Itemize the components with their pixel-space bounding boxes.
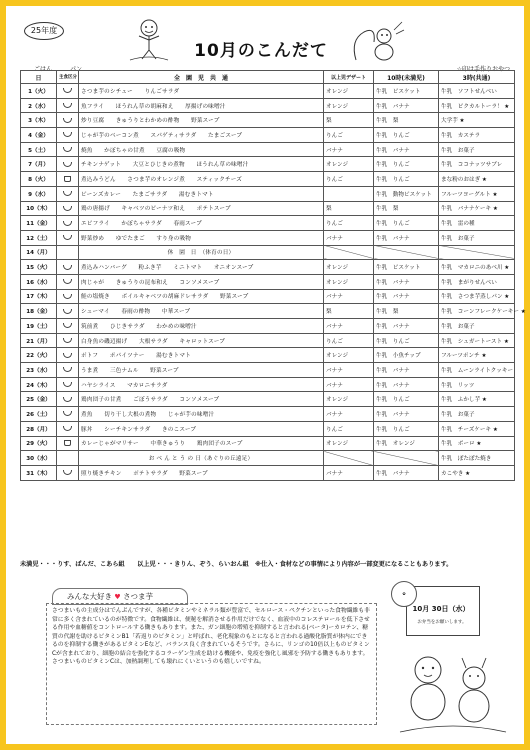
row-ten-oclock: 牛乳 バナナ	[374, 289, 439, 304]
row-day: 14（月）	[21, 245, 57, 260]
row-staple	[57, 98, 79, 113]
row-three-oclock	[439, 245, 515, 260]
rice-bowl-icon	[63, 132, 72, 137]
table-row	[21, 128, 515, 143]
row-staple	[57, 230, 79, 245]
table-row	[21, 172, 515, 187]
row-ten-oclock: 牛乳 りんご	[374, 333, 439, 348]
table-row	[21, 230, 515, 245]
row-staple	[57, 201, 79, 216]
row-dessert: 梨	[324, 304, 374, 319]
table-row	[21, 392, 515, 407]
row-staple	[57, 377, 79, 392]
row-day: 23（水）	[21, 363, 57, 378]
row-staple	[57, 113, 79, 128]
row-ten-oclock: 牛乳 小魚チップ	[374, 348, 439, 363]
row-day: 11（金）	[21, 216, 57, 231]
table-row	[21, 319, 515, 334]
row-staple	[57, 465, 79, 480]
row-ten-oclock: 牛乳 りんご	[374, 216, 439, 231]
row-three-oclock: 牛乳 お菓子	[439, 142, 515, 157]
row-staple	[57, 348, 79, 363]
rice-bowl-icon	[63, 162, 72, 167]
row-dessert: 梨	[324, 113, 374, 128]
row-ten-oclock: 牛乳 りんご	[374, 157, 439, 172]
row-day: 30（水）	[21, 451, 57, 466]
row-common-menu: エビフライ かぼちゃサラダ 春雨スープ	[79, 216, 324, 231]
squirrel-illustration	[346, 20, 406, 64]
info-tab-label: みんな大好き	[67, 592, 112, 601]
row-day: 7（月）	[21, 157, 57, 172]
row-ten-oclock: 牛乳 バナナ	[374, 319, 439, 334]
rice-bowl-icon	[63, 382, 72, 387]
table-row	[21, 407, 515, 422]
rice-bowl-icon	[63, 411, 72, 416]
row-three-oclock: 牛乳 バナナケーキ ★	[439, 201, 515, 216]
row-staple	[57, 319, 79, 334]
row-common-menu: 焼魚 かぼちゃの甘煮 豆腐の吸物	[79, 142, 324, 157]
rice-bowl-icon	[63, 470, 72, 475]
row-ten-oclock: 牛乳 バナナ	[374, 230, 439, 245]
lunchbox-date: 10月 30日（水）	[412, 605, 470, 613]
row-dessert: オレンジ	[324, 436, 374, 451]
row-common-menu: お べ ん と う の 日（あぐりの丘遠足）	[79, 451, 324, 466]
lunchbox-day-box	[406, 586, 480, 636]
row-dessert: バナナ	[324, 289, 374, 304]
animals-illustration	[398, 640, 508, 736]
row-day: 5（土）	[21, 142, 57, 157]
rice-bowl-icon	[63, 426, 72, 431]
row-three-oclock: 牛乳 さつま芋蒸しパン ★	[439, 289, 515, 304]
row-staple	[57, 186, 79, 201]
row-common-menu: 照り焼きチキン ポテトサラダ 野菜スープ	[79, 465, 324, 480]
row-ten-oclock: 牛乳 梨	[374, 201, 439, 216]
row-ten-oclock: 牛乳 ビスケット	[374, 260, 439, 275]
row-staple	[57, 407, 79, 422]
row-staple	[57, 289, 79, 304]
row-three-oclock: 牛乳 お菓子	[439, 319, 515, 334]
rice-bowl-icon	[63, 294, 72, 299]
row-staple	[57, 260, 79, 275]
table-row	[21, 201, 515, 216]
row-common-menu: 煮魚 切り干し大根の煮物 じゃが芋の味噌汁	[79, 407, 324, 422]
row-staple	[57, 216, 79, 231]
row-staple	[57, 304, 79, 319]
table-row	[21, 142, 515, 157]
row-dessert	[324, 186, 374, 201]
row-day: 18（金）	[21, 304, 57, 319]
info-tab-topic: さつま芋	[123, 592, 154, 601]
row-ten-oclock: 牛乳 バナナ	[374, 363, 439, 378]
header-dessert: 以上児デザート	[324, 71, 374, 84]
row-day: 24（木）	[21, 377, 57, 392]
row-common-menu: 豚丼 シーチキンサラダ きのこスープ	[79, 421, 324, 436]
row-ten-oclock	[374, 451, 439, 466]
row-three-oclock: 大学芋 ★	[439, 113, 515, 128]
rice-bowl-icon	[63, 88, 72, 93]
row-dessert: オレンジ	[324, 98, 374, 113]
kindergarten-seal-icon: ✿	[391, 581, 417, 607]
row-three-oclock: 牛乳 マカロニのあべ川 ★	[439, 260, 515, 275]
table-row	[21, 260, 515, 275]
kids-playing-illustration	[126, 16, 172, 62]
row-three-oclock: 牛乳 雷の種	[439, 216, 515, 231]
row-day: 8（火）	[21, 172, 57, 187]
row-ten-oclock: 牛乳 バナナ	[374, 377, 439, 392]
bread-cup-icon	[64, 176, 71, 182]
row-staple	[57, 245, 79, 260]
row-dessert: りんご	[324, 333, 374, 348]
row-ten-oclock: 牛乳 りんご	[374, 128, 439, 143]
row-day: 22（火）	[21, 348, 57, 363]
table-row	[21, 348, 515, 363]
bread-cup-icon	[64, 440, 71, 446]
row-common-menu: 鶏の唐揚げ キャベツのピーナツ和え ポテトスープ	[79, 201, 324, 216]
row-ten-oclock: 牛乳 りんご	[374, 421, 439, 436]
row-three-oclock: 牛乳 カステラ	[439, 128, 515, 143]
row-dessert	[324, 451, 374, 466]
row-dessert: オレンジ	[324, 392, 374, 407]
row-staple	[57, 451, 79, 466]
row-dessert: バナナ	[324, 377, 374, 392]
row-common-menu: じゃが芋のベーコン煮 スパゲティサラダ たまごスープ	[79, 128, 324, 143]
header-staple: 主食区分	[57, 71, 79, 84]
row-three-oclock: フルーツポンチ ★	[439, 348, 515, 363]
row-dessert: バナナ	[324, 142, 374, 157]
rice-bowl-icon	[63, 191, 72, 196]
rice-bowl-icon	[63, 309, 72, 314]
header-day: 日	[21, 71, 57, 84]
row-ten-oclock: 牛乳 バナナ	[374, 142, 439, 157]
row-common-menu: 煮込みうどん さつま芋のオレンジ煮 スティックチーズ	[79, 172, 324, 187]
row-ten-oclock: 牛乳 動物ビスケット	[374, 186, 439, 201]
row-three-oclock: フルーツヨーグルト ★	[439, 186, 515, 201]
row-staple	[57, 142, 79, 157]
row-staple	[57, 157, 79, 172]
row-common-menu: 魚フライ ほうれん草の胡麻和え 厚揚げの味噌汁	[79, 98, 324, 113]
row-three-oclock: 牛乳 シュガートースト ★	[439, 333, 515, 348]
row-ten-oclock: 牛乳 オレンジ	[374, 436, 439, 451]
row-staple	[57, 421, 79, 436]
rice-bowl-icon	[63, 265, 72, 270]
rice-bowl-icon	[63, 206, 72, 211]
row-staple	[57, 274, 79, 289]
row-day: 29（火）	[21, 436, 57, 451]
row-three-oclock: 牛乳 ボーロ ★	[439, 436, 515, 451]
row-day: 9（水）	[21, 186, 57, 201]
row-staple	[57, 392, 79, 407]
row-three-oclock: 牛乳 ソフトせんべい	[439, 84, 515, 99]
row-three-oclock: 牛乳 ココナッツサブレ	[439, 157, 515, 172]
table-row	[21, 113, 515, 128]
table-row	[21, 377, 515, 392]
row-common-menu: 野菜炒め ゆでたまご すり身の吸物	[79, 230, 324, 245]
row-staple	[57, 333, 79, 348]
row-three-oclock: 牛乳 お菓子	[439, 407, 515, 422]
row-day: 26（土）	[21, 407, 57, 422]
row-staple	[57, 128, 79, 143]
row-common-menu: カレーじゃがマリサー 中華きゅうり 鶏肉団子のスープ	[79, 436, 324, 451]
row-day: 2（水）	[21, 98, 57, 113]
row-three-oclock: 牛乳 ムーンライトクッキー	[439, 363, 515, 378]
row-ten-oclock: 牛乳 バナナ	[374, 274, 439, 289]
row-dessert: 梨	[324, 201, 374, 216]
row-common-menu: 休 園 日 （体育の日）	[79, 245, 324, 260]
row-common-menu: チキンナゲット 大豆とひじきの煮物 ほうれん草の味噌汁	[79, 157, 324, 172]
table-row	[21, 363, 515, 378]
page-title: 10月のこんだて	[194, 41, 328, 61]
row-common-menu: ポトフ ポパイツナー 湯むきトマト	[79, 348, 324, 363]
header-common: 全 園 児 共 通	[79, 71, 324, 84]
rice-bowl-icon	[63, 367, 72, 372]
row-ten-oclock	[374, 245, 439, 260]
header-ten-oclock: 10時(未満児)	[374, 71, 439, 84]
row-dessert: オレンジ	[324, 348, 374, 363]
row-staple	[57, 363, 79, 378]
row-ten-oclock: 牛乳 バナナ	[374, 407, 439, 422]
row-ten-oclock: 牛乳 りんご	[374, 392, 439, 407]
row-day: 1（火）	[21, 84, 57, 99]
homemade-snack-note: ☆印は手作りおやつ	[456, 66, 510, 73]
row-common-menu: ビーンズカレー たまごサラダ 湯むきトマト	[79, 186, 324, 201]
row-staple	[57, 172, 79, 187]
row-three-oclock: まな粉のおはぎ ★	[439, 172, 515, 187]
table-row	[21, 216, 515, 231]
row-three-oclock: 牛乳 まがりせんべい	[439, 274, 515, 289]
rice-bowl-icon	[63, 353, 72, 358]
staple-legend: ごはん パン	[34, 66, 83, 73]
row-day: 4（金）	[21, 128, 57, 143]
row-common-menu: 煮込みハンバーグ 粉ふき芋 ミニトマト オニオンスープ	[79, 260, 324, 275]
row-dessert: りんご	[324, 421, 374, 436]
row-dessert: バナナ	[324, 363, 374, 378]
rice-bowl-icon	[63, 338, 72, 343]
row-common-menu: 白身魚の磯辺揚げ 大根サラダ キャロットスープ	[79, 333, 324, 348]
table-row	[21, 465, 515, 480]
rice-bowl-icon	[63, 279, 72, 284]
rice-bowl-icon	[63, 221, 72, 226]
heart-icon: ♥	[114, 593, 121, 601]
table-row	[21, 84, 515, 99]
rice-bowl-icon	[63, 118, 72, 123]
row-common-menu: 鮭の塩焼き ボイルキャベツの胡麻ドレサラダ 野菜スープ	[79, 289, 324, 304]
row-dessert: オレンジ	[324, 84, 374, 99]
row-day: 19（土）	[21, 319, 57, 334]
table-row	[21, 421, 515, 436]
row-day: 28（月）	[21, 421, 57, 436]
table-row	[21, 451, 515, 466]
row-dessert: りんご	[324, 172, 374, 187]
table-row	[21, 157, 515, 172]
row-staple	[57, 436, 79, 451]
rice-bowl-icon	[63, 235, 72, 240]
rice-bowl-icon	[63, 323, 72, 328]
table-row	[21, 245, 515, 260]
menu-sheet	[6, 6, 524, 744]
row-common-menu: 鶏肉団子の甘煮 ごぼうサラダ コンソメスープ	[79, 392, 324, 407]
lunchbox-request: お弁当をお願いします。	[417, 620, 467, 625]
row-three-oclock: 牛乳 お菓子	[439, 230, 515, 245]
table-row	[21, 186, 515, 201]
info-text: さつまいもの主成分はでんぷんですが、各種ビタミンやミネラル類が豊富で、セルロース・ペクチンといった食物繊維も非常に多く含まれているのが特徴です。食物繊維は、便秘を解消させる作用だけでなく、血液中のコレステロールを低下させる作用や血糖値をコントロールする働きもあります。また、ガン細胞の増殖を抑制すると言われる(ベータ)ーカロテン、糖質の代謝を助けるビタミンB1「若返りのビタミン」と呼ばれ、老化現象のもとになると言われる過酸化脂質が体内にできるのを抑制する働きがあるビタミンEなど、バランス良く含まれているそうです。さらに、リンゴの10倍以上ものビタミンCが含まれており、細胞の結合を強化するコラーゲン生成を助ける機能や、免疫を強化し風邪を予防する働きもあります。さつまいものビタミンCは、加熱調理しても壊れにくいというのも嬉しいですね。	[52, 608, 370, 665]
row-dessert: バナナ	[324, 407, 374, 422]
row-common-menu: うま煮 三色ナムル 野菜スープ	[79, 363, 324, 378]
row-ten-oclock: 牛乳 梨	[374, 113, 439, 128]
row-ten-oclock: 牛乳 ビスケット	[374, 84, 439, 99]
row-day: 16（水）	[21, 274, 57, 289]
table-row	[21, 274, 515, 289]
row-ten-oclock: 牛乳 バナナ	[374, 98, 439, 113]
rice-bowl-icon	[63, 147, 72, 152]
row-dessert: りんご	[324, 128, 374, 143]
menu-table	[20, 70, 526, 481]
row-day: 25（金）	[21, 392, 57, 407]
row-day: 15（火）	[21, 260, 57, 275]
row-day: 21（月）	[21, 333, 57, 348]
row-dessert: バナナ	[324, 319, 374, 334]
row-common-menu: 筑前煮 ひじきサラダ わかめの味噌汁	[79, 319, 324, 334]
row-dessert	[324, 245, 374, 260]
row-three-oclock: 牛乳 ふかし芋 ★	[439, 392, 515, 407]
row-common-menu: 肉じゃが きゅうりの昆布和え コンソメスープ	[79, 274, 324, 289]
row-day: 17（木）	[21, 289, 57, 304]
row-common-menu: シューマイ 春雨の酢物 中華スープ	[79, 304, 324, 319]
table-row	[21, 98, 515, 113]
row-day: 10（木）	[21, 201, 57, 216]
table-row	[21, 333, 515, 348]
row-day: 3（木）	[21, 113, 57, 128]
row-ten-oclock: 牛乳 りんご	[374, 172, 439, 187]
row-three-oclock: 牛乳 チーズケーキ ★	[439, 421, 515, 436]
row-dessert: バナナ	[324, 465, 374, 480]
rice-bowl-icon	[63, 397, 72, 402]
row-common-menu: 炒り豆腐 きゅうりとわかめの酢物 野菜スープ	[79, 113, 324, 128]
row-staple	[57, 84, 79, 99]
table-row	[21, 436, 515, 451]
row-dessert: オレンジ	[324, 274, 374, 289]
row-three-oclock: 牛乳 リッツ	[439, 377, 515, 392]
row-three-oclock: 牛乳 ぽたぽた焼き	[439, 451, 515, 466]
row-dessert: りんご	[324, 216, 374, 231]
row-day: 12（土）	[21, 230, 57, 245]
row-common-menu: ハヤシライス マカロニサラダ	[79, 377, 324, 392]
row-three-oclock: 牛乳 ピクカルトーラ！ ★	[439, 98, 515, 113]
row-ten-oclock: 牛乳 バナナ	[374, 465, 439, 480]
table-header-row	[21, 71, 515, 84]
row-day: 31（木）	[21, 465, 57, 480]
row-dessert: オレンジ	[324, 260, 374, 275]
row-three-oclock: 牛乳 コーンフレークケーキー ★	[439, 304, 515, 319]
header-three-oclock: 3時(共通)	[439, 71, 515, 84]
rice-bowl-icon	[63, 103, 72, 108]
row-dessert: バナナ	[324, 230, 374, 245]
row-common-menu: さつま芋のシチュー りんごサラダ	[79, 84, 324, 99]
row-three-oclock: カこやき ★	[439, 465, 515, 480]
row-ten-oclock: 牛乳 梨	[374, 304, 439, 319]
row-dessert: オレンジ	[324, 157, 374, 172]
year-badge: 25年度	[24, 22, 64, 40]
footnote: 未満児・・・りす、ぱんだ、こあら組 以上児・・・きりん、ぞう、らいおん組 ※仕入・食材などの事情により内容が一部変更になることもあります。	[20, 561, 453, 568]
table-row	[21, 304, 515, 319]
table-row	[21, 289, 515, 304]
